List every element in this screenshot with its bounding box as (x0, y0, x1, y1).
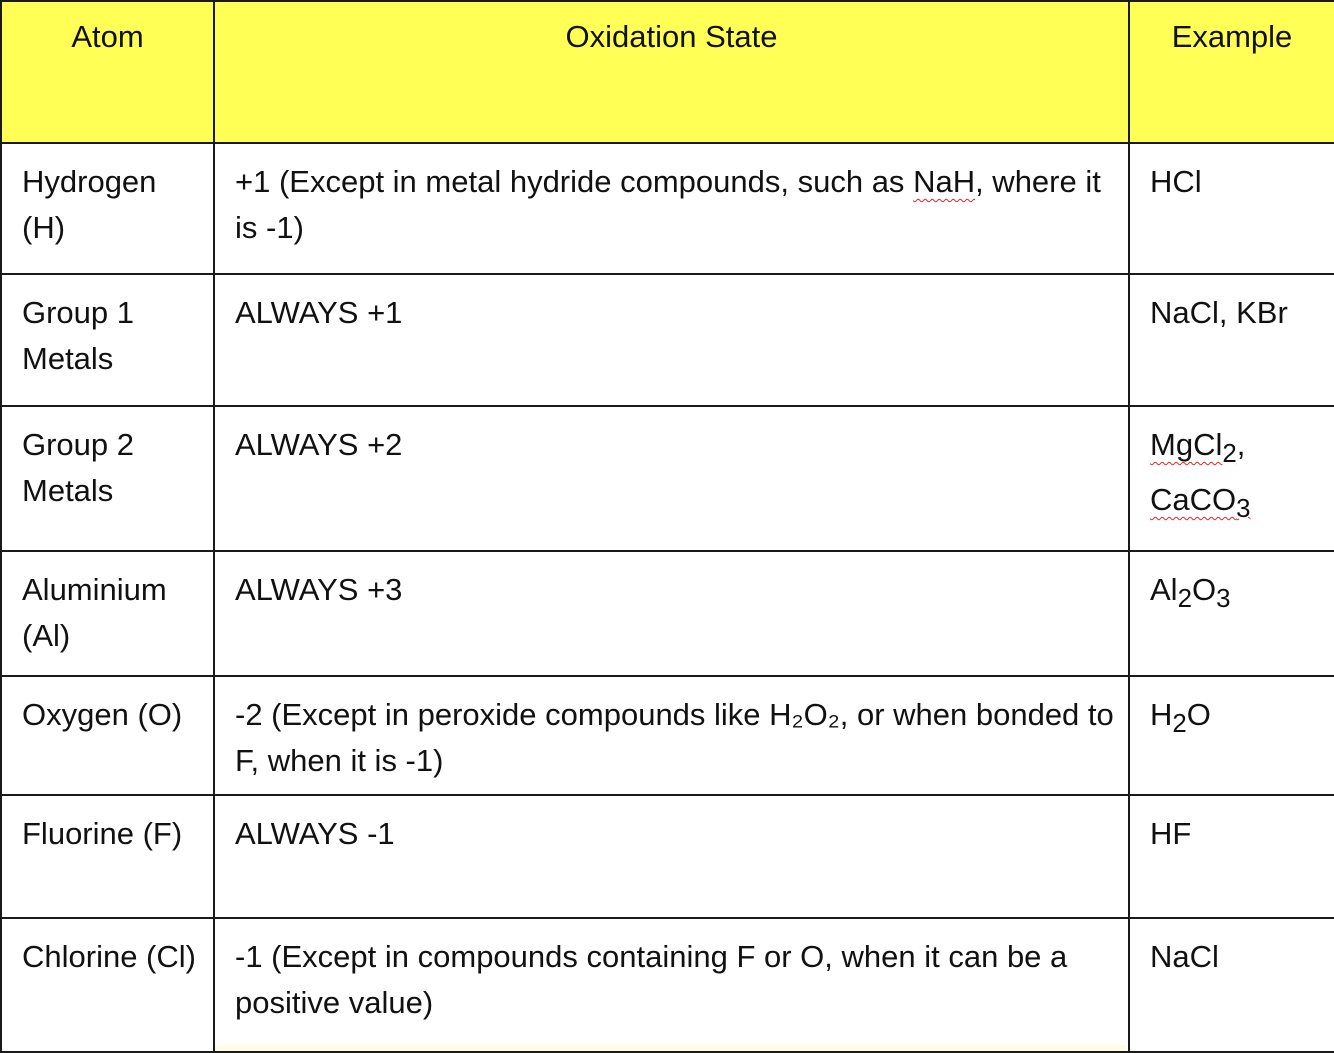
table-row-oxygen (1, 676, 1334, 795)
table-row-fluorine (1, 795, 1334, 918)
atom-cell: Group 2 Metals (1, 406, 214, 551)
example-cell: NaCl (1129, 918, 1334, 1052)
oxidation-state-cell: ALWAYS +3 (214, 551, 1129, 676)
oxidation-state-cell: ALWAYS +1 (214, 274, 1129, 406)
oxidation-state-cell: ALWAYS +2 (214, 406, 1129, 551)
atom-cell: Hydrogen (H) (1, 143, 214, 274)
formula-subscript: 2 (1177, 585, 1192, 614)
formula-subscript: 3 (1236, 495, 1251, 524)
formula-tail: , (1236, 427, 1246, 462)
formula-flagged (1150, 482, 1251, 524)
formula-base: O (1191, 572, 1217, 607)
formula-flagged (1150, 427, 1237, 469)
header-oxidation-state: Oxidation State (214, 1, 1129, 143)
oxidation-state-cell: ALWAYS -1 (214, 795, 1129, 918)
example-cell: HF (1129, 795, 1334, 918)
table-row-aluminium (1, 551, 1334, 676)
spellcheck-flagged-word: NaH (913, 164, 976, 199)
table-row-group-2 (1, 406, 1334, 551)
example-formula-2 (1150, 477, 1324, 532)
oxidation-state-cell: -2 (Except in peroxide compounds like H₂O₂, or when bonded to F, when it is -1) (214, 676, 1129, 795)
state-text-tail: , where it is -1) (235, 164, 1101, 245)
example-formula-1 (1150, 422, 1324, 477)
table-header (1, 1, 1334, 143)
example-cell (1129, 551, 1334, 676)
formula-subscript: 2 (1222, 440, 1237, 469)
table-body (1, 143, 1334, 1052)
bottom-highlight-strip (215, 1045, 1126, 1051)
example-cell: HCl (1129, 143, 1334, 274)
formula-base: CaCO (1150, 482, 1237, 518)
oxidation-state-cell (214, 143, 1129, 274)
atom-cell: Oxygen (O) (1, 676, 214, 795)
header-atom: Atom (1, 1, 214, 143)
table-row-chlorine (1, 918, 1334, 1052)
header-example: Example (1129, 1, 1334, 143)
example-cell (1129, 676, 1334, 795)
formula-base: O (1186, 697, 1211, 732)
atom-cell: Group 1 Metals (1, 274, 214, 406)
example-cell (1129, 406, 1334, 551)
atom-cell: Fluorine (F) (1, 795, 214, 918)
example-cell: NaCl, KBr (1129, 274, 1334, 406)
formula-subscript: 2 (1172, 710, 1187, 739)
oxidation-state-cell: -1 (Except in compounds containing F or O, when it can be a positive value) (214, 918, 1129, 1052)
table-row-hydrogen (1, 143, 1334, 274)
atom-cell: Aluminium (Al) (1, 551, 214, 676)
atom-cell: Chlorine (Cl) (1, 918, 214, 1052)
formula-base: MgCl (1150, 427, 1223, 462)
formula-subscript: 3 (1216, 585, 1231, 614)
formula-base: Al (1150, 572, 1178, 607)
state-text: +1 (Except in metal hydride compounds, such as (235, 164, 914, 199)
header-row (1, 1, 1334, 143)
formula-base: H (1150, 697, 1173, 732)
table-row-group-1 (1, 274, 1334, 406)
